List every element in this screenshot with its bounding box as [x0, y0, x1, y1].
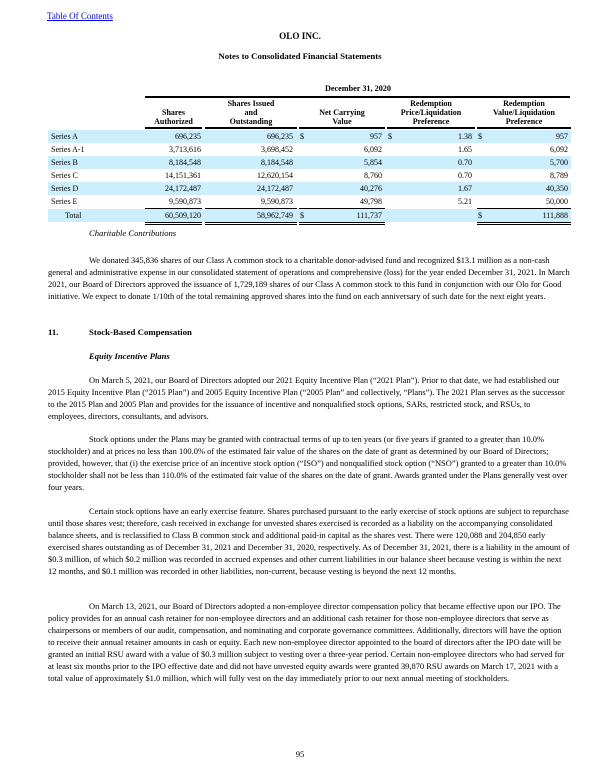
- charitable-contributions-heading: Charitable Contributions: [89, 228, 177, 238]
- section-title: Stock-Based Compensation: [89, 327, 192, 337]
- page-number: 95: [295, 749, 305, 759]
- paragraph-2021-plan: On March 5, 2021, our Board of Directors adopted our 2021 Equity Incentive Plan (“2021 Plan”). Prior to that date, we had established our 2015 Equity Incentive Plan (“2015 Plan”) and 2005 Equity Incentive Plan (“2005 Plan” and collectively, “Plans”). The 2021 Plan serves as the successor to the 2015 Plan and 2005 Plan and provides for the issuance of incentive and nonqualified stock options, SARs, restricted stock, and RSUs, to employees, directors, consultants, and advisors.: [48, 375, 565, 421]
- total-double-rule: [299, 222, 385, 225]
- table-row: Series B 8,184,548 8,184,548 5,854 0.70 5,700: [48, 156, 571, 169]
- total-double-rule: [145, 222, 202, 225]
- total-double-rule: [205, 222, 297, 225]
- table-row: Series E 9,590,873 9,590,873 49,798 5.21 50,000: [51, 197, 568, 206]
- paragraph-early-exercise: Certain stock options have an early exercise feature. Shares purchased pursuant to the early exercise of stock options are subject to repurchase until those shares vest; therefore, cash received in exchange for unvested shares exercised is recorded as a liability on the accompanying consolidated balance sheets, and is reclassified to Class B common stock and additional paid-in capital as the shares vest. There were 120,088 and 204,850 early exercised shares outstanding as of December 31, 2021 and December 31, 2020, respectively. As of December 31, 2021, there is a liability in the amount of $0.3 million, of which $0.2 million was recorded in accrued expenses and other current liabilities in our balance sheet because vesting is within the next 12 months, and $0.1 million was recorded in other liabilities, non-current, because vesting is beyond the next 12 months.: [48, 506, 570, 576]
- paragraph-stock-options-terms: Stock options under the Plans may be granted with contractual terms of up to ten years (or five years if granted to a greater than 10.0% stockholder) and at prices no less than 100.0% of the estimated fair value of the shares on the date of grant as determined by our Board of Directors; provided, however, that (i) the exercise price of an incentive stock option (“ISO”) and nonqualified stock option (“NSO”) granted to a greater than 10.0% stockholder shall not be less than 110.0% of the estimated fair value of the shares on the date of grant. Awards granted under the Plans generally vest over four years.: [48, 434, 568, 492]
- paragraph-director-compensation: On March 13, 2021, our Board of Directors adopted a non-employee director compensation policy that became effective upon our IPO. The policy provides for an annual cash retainer for non-employee directors and an additional cash retainer for those non-employee directors that serve as chairpersons or members of our audit, compensation, and nominating and corporate governance committees. Additionally, directors will have the option to receive their annual retainer amounts in cash or equity. Each new non-employee director appointed to the board of directors after the IPO date will be granted an initial RSU award with a value of $0.3 million subject to vesting over a three-year period. Certain non-employee directors who had served for at least six months prior to the IPO effective date and did not have unvested equity awards were granted 39,870 RSU awards on March 17, 2021 with a total value of approximately $1.0 million, which will fully vest on the day immediately prior to our next annual meeting of stockholders.: [48, 601, 565, 683]
- col-header-shares-authorized: Shares Authorized: [154, 108, 193, 126]
- table-period-header: December 31, 2020: [324, 84, 391, 93]
- col-rule: [145, 127, 202, 129]
- col-rule: [299, 127, 385, 129]
- col-header-redemption-value: Redemption Value/Liquidation Preference: [493, 99, 555, 126]
- page-subtitle: Notes to Consolidated Financial Statements: [218, 51, 382, 61]
- table-row: Series A 696,235 696,235 $ 957 $ 1.38 $ 957: [48, 130, 571, 143]
- section-number: 11.: [48, 327, 59, 337]
- charitable-paragraph: We donated 345,836 shares of our Class A common stock to a charitable donor-advised fund and recognized $13.1 million as a non-cash general and administrative expense in our consolidated statement of operations and comprehensive (loss) for the year ended December 31, 2021. In March 2021, our Board of Directors approved the issuance of 1,729,189 shares of our Class A common stock to this fund in conjunction with our Olo for Good initiative. We expect to donate 1/10th of the total remaining approved shares into the fund on each anniversary of such date for the next eight years.: [48, 255, 570, 301]
- col-header-shares-issued: Shares Issued and Outstanding: [227, 99, 275, 126]
- col-rule: [205, 127, 297, 129]
- table-row: Series A-1 3,713,616 3,698,452 6,092 1.65 6,092: [51, 145, 568, 154]
- table-of-contents-link[interactable]: Table Of Contents: [47, 11, 113, 21]
- table-row: Series D 24,172,487 24,172,487 40,276 1.67 40,350: [48, 182, 571, 195]
- col-header-net-carrying: Net Carrying Value: [319, 108, 365, 126]
- total-double-rule: [477, 222, 571, 225]
- col-rule: [387, 127, 475, 129]
- table-total-row: Total 60,509,120 58,962,749 $ 111,737 $ 111,888: [48, 209, 571, 222]
- period-rule: [145, 96, 570, 98]
- table-row: Series C 14,151,361 12,620,154 8,760 0.70 8,789: [51, 171, 568, 180]
- col-rule: [477, 127, 571, 129]
- col-header-redemption-price: Redemption Price/Liquidation Preference: [400, 99, 462, 126]
- company-name: OLO INC.: [279, 31, 321, 41]
- equity-incentive-plans-heading: Equity Incentive Plans: [89, 351, 170, 361]
